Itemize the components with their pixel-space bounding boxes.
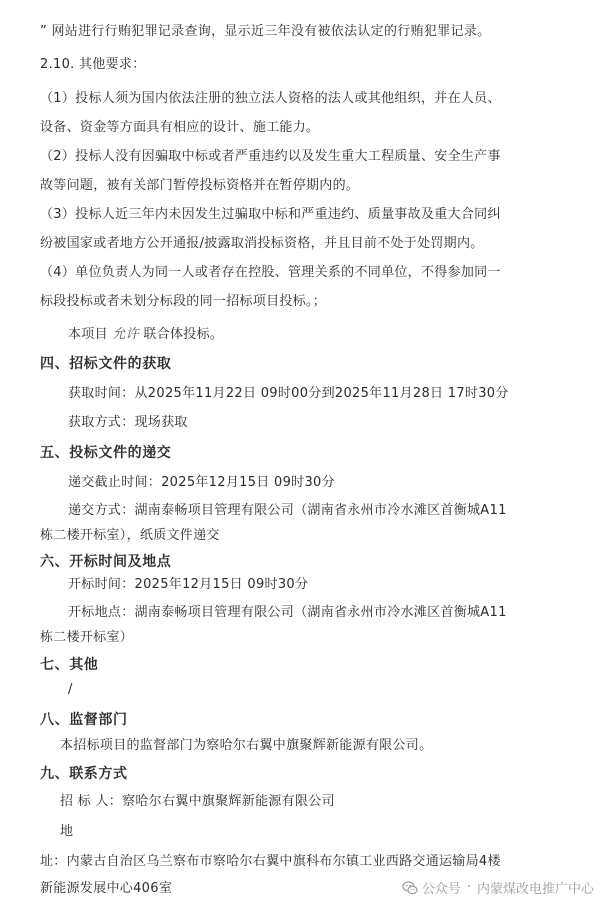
section-heading: 六、开标时间及地点	[40, 554, 172, 570]
text-line: （3）投标人近三年内未因发生过骗取中标和严重违约、质量事故及重大合同纠	[40, 207, 501, 222]
address-line-cont: 新能源发展中心406室	[40, 881, 173, 896]
text-line: ” 网站进行行贿犯罪记录查询，显示近三年没有被依法认定的行贿犯罪记录。	[40, 24, 491, 39]
opening-time: 开标时间：2025年12月15日 09时30分	[68, 577, 309, 592]
text-line: 设备、资金等方面具有相应的设计、施工能力。	[40, 120, 320, 135]
consortium-prefix: 本项目	[68, 327, 108, 342]
tenderer-line: 招 标 人：察哈尔右翼中旗聚辉新能源有限公司	[60, 794, 335, 809]
section-heading: 七、其他	[40, 657, 99, 673]
submit-method: 递交方式：湖南泰畅项目管理有限公司（湖南省永州市冷水滩区首衡城A11	[68, 503, 507, 518]
text-line: 纷被国家或者地方公开通报/披露取消投标资格，并且目前不处于处罚期内。	[40, 236, 484, 251]
text-line: （1）投标人须为国内依法注册的独立法人资格的法人或其他组织，并在人员、	[40, 91, 501, 106]
section-heading: 四、招标文件的获取	[40, 356, 172, 372]
consortium-allowed: 允许	[112, 327, 139, 342]
opening-place: 开标地点：湖南泰畅项目管理有限公司（湖南省永州市冷水滩区首衡城A11	[68, 605, 507, 620]
address-label: 地	[60, 824, 74, 839]
submit-deadline: 递交截止时间：2025年12月15日 09时30分	[68, 475, 335, 490]
watermark	[402, 878, 594, 897]
obtain-time: 获取时间：从2025年11月22日 09时00分到2025年11月28日 17时30分	[68, 386, 509, 401]
consortium-suffix: 联合体投标。	[143, 327, 224, 342]
obtain-method: 获取方式：现场获取	[68, 415, 188, 430]
text-line: 故等问题，被有关部门暂停投标资格并在暂停期内的。	[40, 178, 360, 193]
watermark-account: 内蒙煤改电推广中心	[476, 882, 594, 897]
watermark-platform: 公众号	[421, 882, 461, 897]
wechat-icon	[402, 880, 418, 896]
section-heading: 八、监督部门	[40, 712, 128, 728]
text-line: 2.10. 其他要求：	[40, 57, 146, 72]
text-line: （2）投标人没有因骗取中标或者严重违约以及发生重大工程质量、安全生产事	[40, 149, 501, 164]
submit-method-cont: 栋二楼开标室），纸质文件递交	[40, 528, 220, 543]
section-heading: 五、投标文件的递交	[40, 445, 172, 461]
opening-place-cont: 栋二楼开标室）	[40, 630, 134, 645]
text-line: 标段投标或者未划分标段的同一招标项目投标。；	[40, 294, 327, 309]
watermark-dot: ·	[466, 880, 471, 895]
section-heading: 九、联系方式	[40, 766, 128, 782]
supervision-content: 本招标项目的监督部门为察哈尔右翼中旗聚辉新能源有限公司。	[60, 738, 433, 753]
address-line: 址：内蒙古自治区乌兰察布市察哈尔右翼中旗科布尔镇工业西路交通运输局4楼	[40, 854, 501, 869]
consortium-line	[68, 326, 223, 344]
text-line: （4）单位负责人为同一人或者存在控股、管理关系的不同单位，不得参加同一	[40, 265, 501, 280]
other-content: /	[68, 682, 73, 697]
